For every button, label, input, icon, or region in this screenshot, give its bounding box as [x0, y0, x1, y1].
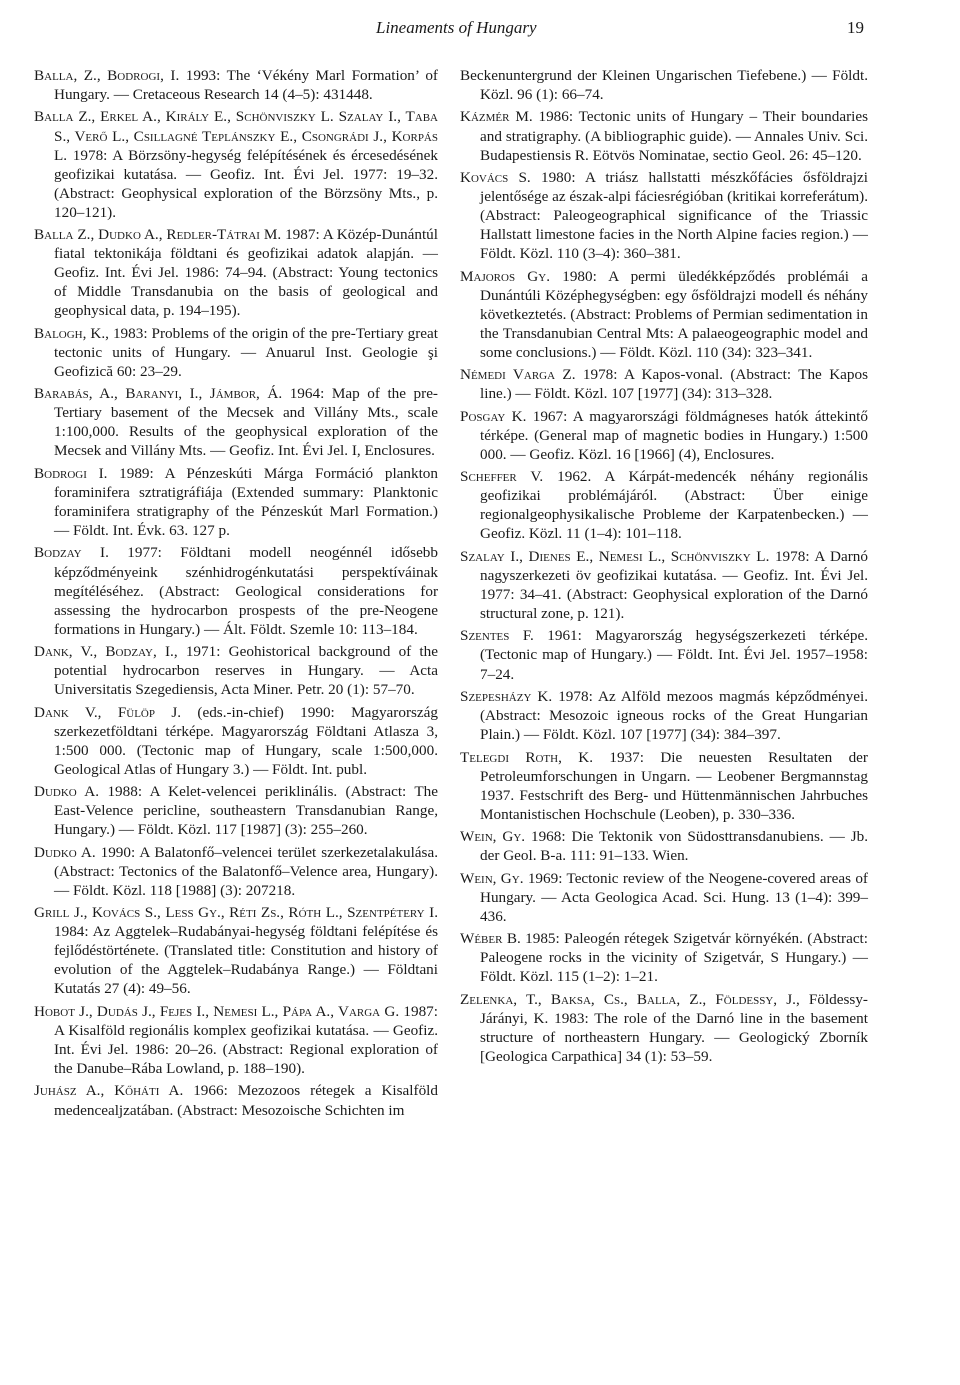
reference-text: 1986: Tectonic units of Hungary – Their boundaries and stratigraphy. (A bibliographic guide). — Annales Univ. Sci. Budapestiensis R. Eötvös Nominatae, sectio Geol. 26: 45–120.: [480, 108, 868, 164]
reference-entry: [34, 225, 438, 320]
reference-authors: Hobot J., Dudás J., Fejes I., Nemesi L., Pápa A., Varga G.: [34, 1002, 400, 1020]
reference-text: 1993: The ‘Vékény Marl Formation’ of Hungary. — Cretaceous Research 14 (4–5): 431448.: [54, 67, 438, 104]
reference-authors: Posgay K.: [460, 407, 527, 425]
left-column: [34, 66, 438, 1123]
reference-text: 1962. A Kárpát-medencék néhány regionális geofizikai problémájáról. (Abstract: Über einige regionalgeophysikalische Probleme der Karpatenbecken.) — Geofiz. Közl. 11 (1–4): 101–118.: [480, 468, 868, 543]
reference-authors: Majoros Gy.: [460, 267, 551, 285]
reference-text: 1978: A Kapos-vonal. (Abstract: The Kapos line.) — Földt. Közl. 107 [1977] (34): 313–328.: [480, 366, 868, 403]
reference-entry: [460, 687, 868, 744]
reference-authors: Bodrogi I.: [34, 464, 108, 482]
reference-entry: [34, 543, 438, 638]
reference-authors: Dank V., Fülöp J.: [34, 703, 182, 721]
reference-text: 1987: A Közép-Dunántúl fiatal tektonikája földtani és geofizikai adatok alapján. — Geofiz. Int. Évi Jel. 1986: 74–94. (Abstract: Young tectonics of Middle Transdanubia on the basis of geological and geophysical data, p. 194–195).: [54, 226, 438, 320]
reference-entry: [34, 324, 438, 381]
reference-entry: [460, 547, 868, 623]
reference-text: 1989: A Pénzeskúti Márga Formáció plankton foraminifera sztratigráfiája (Extended summary: Planktonic foraminifera stratigraphy of the Pénzeskút Marl Formation.) — Földt. Int. Évk. 63. 127 p.: [54, 464, 438, 540]
reference-entry: [34, 703, 438, 779]
reference-authors: Bodzay I.: [34, 544, 109, 562]
reference-entry: [34, 1081, 438, 1119]
reference-entry: [34, 903, 438, 998]
reference-authors: Dank, V., Bodzay, I.: [34, 643, 174, 661]
reference-authors: Wein, Gy.: [460, 869, 524, 887]
reference-authors: Wein, Gy.: [460, 828, 526, 846]
reference-authors: Barabás, A., Baranyi, I., Jámbor, Á.: [34, 385, 283, 403]
reference-entry: [460, 748, 868, 824]
reference-authors: Balla, Z., Bodrogi, I.: [34, 67, 180, 84]
reference-text: 1978: Az Alföld mezoos magmás képződményei. (Abstract: Mesozoic igneous rocks of the Great Hungarian Plain.) — Földt. Közl. 107 [1977] (34): 384–397.: [480, 687, 869, 744]
reference-text: 1968: Die Tektonik von Südosttransdanubiens. — Jb. der Geol. B-a. 111: 91–133. Wien.: [480, 828, 868, 865]
reference-entry: [460, 407, 868, 464]
reference-entry-continued: [460, 66, 868, 104]
reference-authors: Zelenka, T., Baksa, Cs., Balla, Z., Földessy, J.: [460, 990, 796, 1008]
reference-text: , 1983: Problems of the origin of the pre-Tertiary great tectonic units of Hungary. — Anuarul Inst. Geologie şi Geofizică 60: 23–29.: [54, 324, 439, 380]
reference-authors: Kovács S.: [460, 169, 531, 187]
reference-authors: Juhász A., Kőháti A.: [34, 1082, 184, 1100]
reference-text: , Földessy-Járányi, K. 1983: The role of the Darnó line in the basement structure of northeastern Hungary. — Geologický Zborník [Geologica Carpathica] 34 (1): 53–59.: [480, 990, 868, 1065]
reference-entry: [460, 929, 868, 986]
reference-authors: Scheffer V.: [460, 468, 544, 486]
reference-authors: Szepesházy K.: [460, 687, 553, 705]
reference-entry: [34, 642, 438, 699]
reference-authors: Balla Z., Dudko A., Redler-Tátrai M.: [34, 226, 282, 244]
reference-authors: Kázmér M.: [460, 108, 533, 126]
reference-entry: [460, 267, 868, 362]
reference-entry: [460, 107, 868, 164]
running-title: Lineaments of Hungary: [376, 18, 537, 37]
reference-authors: Telegdi Roth, K.: [460, 748, 594, 766]
reference-entry: [34, 843, 438, 900]
reference-entry: [34, 384, 438, 460]
reference-entry: [460, 869, 868, 926]
reference-text: 1987: A Kisalföld regionális komplex geofizikai kutatása. — Geofiz. Int. Évi Jel. 1986: 20–26. (Abstract: Regional exploration of the Danube–Rába Lowland, p. 188–190).: [54, 1002, 438, 1078]
reference-text: 1978: A Darnó nagyszerkezeti öv geofizikai kutatása. — Geofiz. Int. Évi Jel. 1977: 34–41. (Abstract: Geophysical exploration of the Darnó structural zone, p. 121).: [480, 547, 868, 622]
reference-text: 1980: A permi üledékképződés problémái a Dunántúli Középhegységben: egy ősföldrajzi modell és néhány következtetés. (Abstract: Problems of Permian sedimentation in the Transdanubian Central Mts: A palaeogeographic model and some conclusions.) — Földt. Közl. 110 (34): 323–341.: [480, 267, 868, 361]
reference-entry: [460, 990, 868, 1066]
reference-entry: [34, 66, 438, 104]
reference-entry: [34, 1002, 438, 1078]
reference-text: (eds.-in-chief) 1990: Magyarország szerkezetföldtani térképe. Magyarország Földtani Atlasza 3, 1:500 000. (Tectonic map of Hungary, scale 1:500,000. Geological Atlas of Hungary 3.) — Földt. Int. publ.: [54, 703, 438, 778]
reference-text: Beckenuntergrund der Kleinen Ungarischen Tiefebene.) — Földt. Közl. 96 (1): 66–74.: [460, 67, 868, 104]
reference-text: 1985: Paleogén rétegek Szigetvár környékén. (Abstract: Paleogene rocks in the vicinity of Szigetvár, S Hungary.) — Földt. Közl. 115 (1–2): 1–21.: [480, 930, 869, 986]
reference-entry: [460, 626, 868, 683]
reference-text: , 1971: Geohistorical background of the potential hydrocarbon reserves in Hungary. — Acta Universitatis Szegediensis, Acta Miner. Petr. 20 (1): 57–70.: [54, 643, 438, 699]
reference-entry: [460, 168, 868, 263]
reference-text: 1964: Map of the pre-Tertiary basement of the Mecsek and Villány Mts., scale 1:100,000. Results of the geophysical exploration of the Mecsek and Villány Mts. — Geofiz. Int. Évi Jel. I, Enclosures.: [54, 385, 438, 460]
reference-authors: Dudko A.: [34, 783, 100, 801]
reference-text: 1966: Mezozoos rétegek a Kisalföld medencealjzatában. (Abstract: Mesozoische Schichten im: [54, 1082, 438, 1119]
reference-entry: [34, 782, 438, 839]
reference-text: 1984: Az Aggtelek–Rudabányai-hegység földtani felépítése és fejlődéstörténete. (Translated title: Constitution and history of evolution of the Aggtelek–Rudabánya Range.) — Földtani Kutatás 27 (4): 49–56.: [54, 923, 438, 998]
reference-authors: Némedi Varga Z.: [460, 366, 576, 384]
page-number: 19: [847, 18, 864, 37]
reference-text: 1978: A Börzsöny-hegység felépítésének és ércesedésének geofizikai kutatása. — Geofiz. Int. Évi Jel. 1977: 19–32. (Abstract: Geophysical exploration of the Börzsöny Mts., p. 120–121).: [54, 146, 438, 221]
reference-authors: Szalay I., Dienes E., Nemesi L., Schönviszky L.: [460, 547, 770, 565]
running-header: [0, 14, 960, 44]
reference-entry: [34, 107, 438, 221]
reference-text: 1977: Földtani modell neogénnél idősebb képződményeink szénhidrogénkutatási perspektíváinak megítéléséhez. (Abstract: Geological considerations for assessing the hydrocarbon prospests of the pre-Neogene formations in Hungary.) — Ált. Földt. Szemle 10: 113–184.: [54, 544, 438, 638]
reference-text: 1969: Tectonic review of the Neogene-covered areas of Hungary. — Acta Geologica Acad. Sci. Hung. 13 (1–4): 399–436.: [480, 869, 868, 925]
reference-text: 1937: Die neuesten Resultaten der Petroleumforschungen in Ungarn. — Leobener Bergmannstag 1937. Festschrift des Berg- und Hüttenmännischen Jahrbuches Montanistischen Hochschule (Leoben), p. 330–336.: [480, 748, 868, 823]
reference-entry: [460, 365, 868, 403]
reference-authors: Grill J., Kovács S., Less Gy., Réti Zs., Róth L., Szentpétery I.: [34, 904, 438, 922]
reference-text: 1988: A Kelet-velencei periklinális. (Abstract: The East-Velence pericline, southeastern Transdanubian Range, Hungary.) — Földt. Közl. 117 [1987] (3): 255–260.: [54, 783, 438, 839]
reference-authors: Balla Z., Erkel A., Király E., Schönviszky L. Szalay I., Taba S., Verő L., Csillagné Teplánszky E., Csongrádi J., Korpás L.: [34, 108, 438, 164]
right-column: [460, 66, 868, 1069]
reference-authors: Balogh, K.: [34, 324, 106, 342]
reference-authors: Szentes F.: [460, 627, 534, 645]
reference-entry: [34, 464, 438, 540]
reference-text: 1961: Magyarország hegységszerkezeti térképe. (Tectonic map of Hungary.) — Földt. Int. Évi Jel. 1957–1958: 7–24.: [480, 627, 868, 683]
reference-text: 1980: A triász hallstatti mészkőfácies ősföldrajzi jelentősége az észak-alpi fáciesrégióban (kritikai korreferátum). (Abstract: Paleogeographical significance of the Triassic Hallstatt limestone facies in the North Alpine facies region.) — Földt. Közl. 110 (3–4): 360–381.: [480, 169, 868, 263]
reference-text: 1967: A magyarországi földmágneses hatók áttekintő térképe. (General map of magnetic bodies in Hungary.) 1:500 000. — Geofiz. Közl. 16 [1966] (4), Enclosures.: [480, 407, 868, 463]
reference-authors: Dudko A.: [34, 843, 96, 861]
reference-authors: Wéber B.: [460, 930, 521, 948]
reference-text: 1990: A Balatonfő–velencei terület szerkezetalakulása. (Abstract: Tectonics of the Balatonfő–Velence area, Hungary). — Földt. Közl. 118 [1988] (3): 207218.: [54, 843, 438, 899]
reference-entry: [460, 467, 868, 543]
reference-entry: [460, 827, 868, 865]
